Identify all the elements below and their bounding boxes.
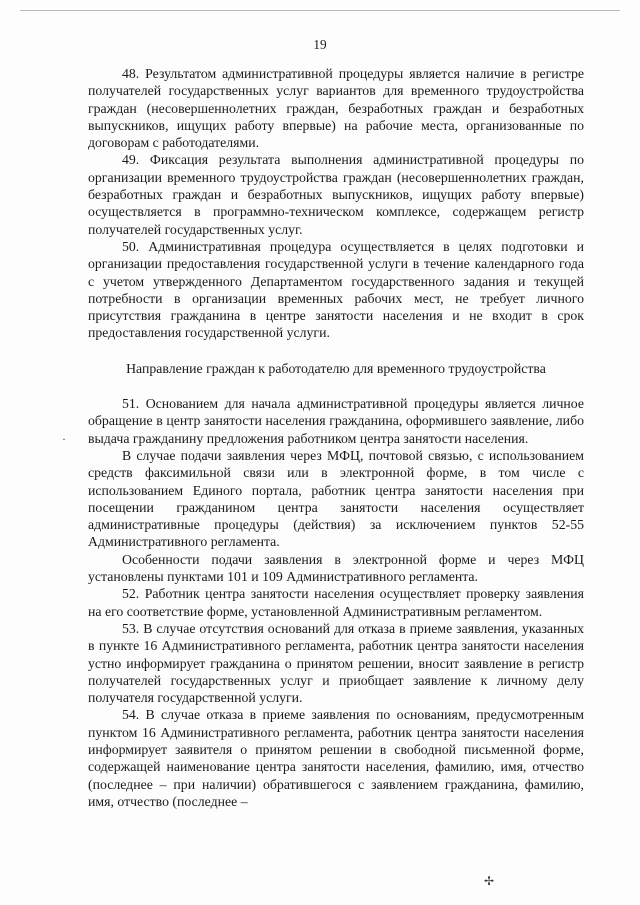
scan-mark-bottom: ✢ xyxy=(484,874,495,888)
paragraph-48: 48. Результатом административной процедуры является наличие в регистре получателей государственных услуг вариантов для временного трудоустройства граждан (несовершеннолетних граждан, безработных граждан и безработных выпускников, ищущих работу впервые) на рабочие места, организованные по договорам с работодателями. xyxy=(88,66,584,151)
page-top-rule xyxy=(20,10,620,11)
paragraph-54: 54. В случае отказа в приеме заявления по основаниям, предусмотренным пунктом 16 Административного регламента, работник центра занятости населения информирует заявителя о принятом решении в свободной письменной форме, содержащей наименование центра занятости населения, фамилию, имя, отчество (последнее – при наличии) обратившегося с заявлением гражданина, фамилию, имя, отчество (последнее – xyxy=(88,707,584,809)
paragraph-53: 53. В случае отсутствия оснований для отказа в приеме заявления, указанных в пункте 16 Административного регламента, работник центра занятости населения устно информирует гражданина о принятом решении, вносит заявление в регистр получателей государственных услуг и приобщает заявление к личному делу получателя государственной услуги. xyxy=(88,620,584,706)
paragraph-52: 52. Работник центра занятости населения осуществляет проверку заявления на его соответствие форме, установленной Административным регламентом. xyxy=(88,586,584,619)
paragraph-51: 51. Основанием для начала административной процедуры является личное обращение в центр занятости населения гражданина, оформившего заявление, либо выдача гражданину предложения работником центра занятости населения. xyxy=(88,396,584,446)
section-heading: Направление граждан к работодателю для временного трудоустройства xyxy=(126,360,546,376)
paragraph-51-mfc: В случае подачи заявления через МФЦ, почтовой связью, с использованием средств факсимильной связи или в электронной форме, в том числе с использованием Единого портала, работник центра занятости населения при посещении гражданином центра занятости населения осуществляет административные процедуры (действия) за исключением пунктов 52-55 Административного регламента. xyxy=(88,447,584,550)
scan-mark-left: · xyxy=(62,432,66,446)
paragraph-50: 50. Административная процедура осуществляется в целях подготовки и организации предоставления государственной услуги в течение календарного года с учетом утвержденного Департаментом государственного задания и текущей потребности в организации временных рабочих мест, не требует личного присутствия гражданина в центре занятости населения и не входит в срок предоставления государственной услуги. xyxy=(88,238,584,341)
document-body xyxy=(88,65,584,810)
paragraph-51-electronic: Особенности подачи заявления в электронной форме и через МФЦ установлены пунктами 101 и 109 Административного регламента. xyxy=(88,551,584,585)
paragraph-49: 49. Фиксация результата выполнения административной процедуры по организации временного трудоустройства граждан (несовершеннолетних граждан, безработных граждан и безработных выпускников, ищущих работу впервые) осуществляется в программно-техническом комплексе, содержащем регистр получателей государственных услуг. xyxy=(88,152,584,237)
page-number: 19 xyxy=(313,37,327,52)
